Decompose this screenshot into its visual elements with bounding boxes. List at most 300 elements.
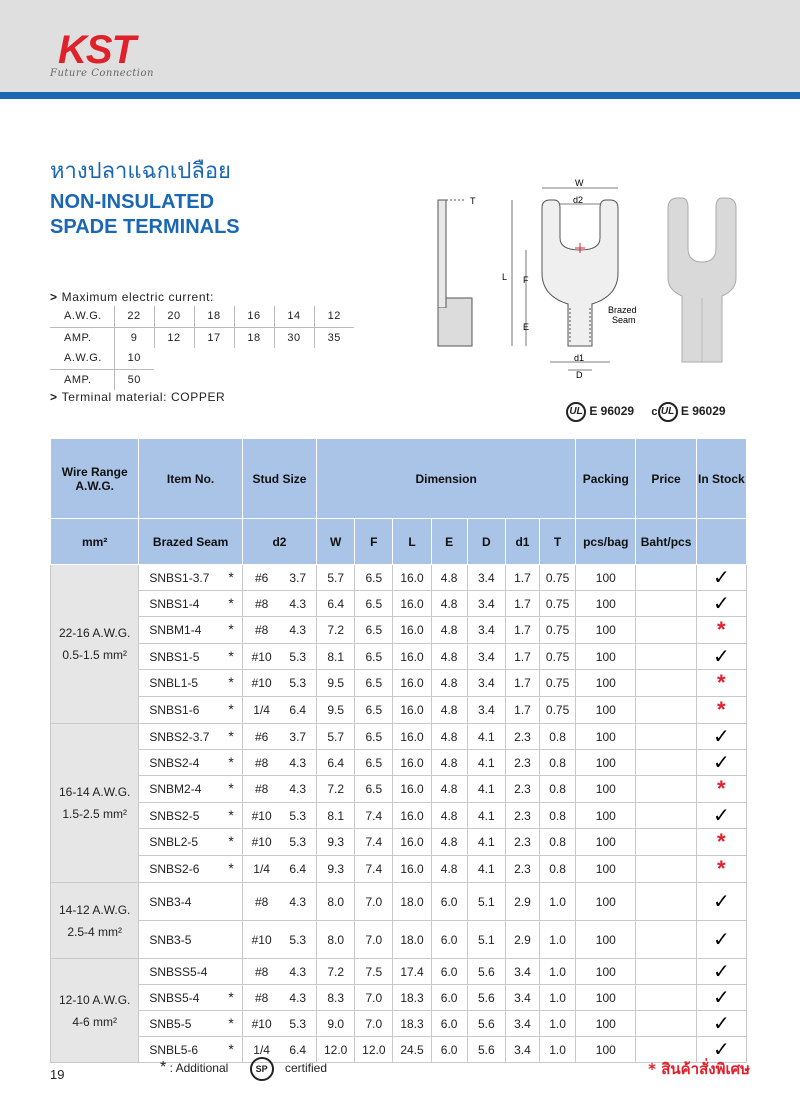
d2-value: 5.3 xyxy=(280,803,316,829)
dim-w: 5.7 xyxy=(317,724,355,750)
label-D: D xyxy=(576,370,583,380)
certified-label: certified xyxy=(284,1061,328,1076)
dim-t: 0.75 xyxy=(540,591,576,617)
d2-value: 4.3 xyxy=(280,750,316,776)
packing-value: 100 xyxy=(576,750,636,776)
item-no-cell xyxy=(139,985,242,1011)
additional-asterisk: * xyxy=(228,780,234,796)
dim-e: 6.0 xyxy=(431,1037,467,1063)
item-no: SNBS5-4 xyxy=(149,990,200,1005)
dim-t: 0.75 xyxy=(540,697,576,724)
stud-size: #8 xyxy=(242,617,280,644)
dim-d1: 3.4 xyxy=(505,985,539,1011)
dim-l: 18.0 xyxy=(393,883,431,921)
item-no-cell xyxy=(139,617,242,644)
dim-d: 3.4 xyxy=(467,670,505,697)
dim-w: 6.4 xyxy=(317,591,355,617)
amp-value: 35 xyxy=(314,327,354,348)
wire-range-cell xyxy=(51,959,139,1063)
dim-w: 9.3 xyxy=(317,856,355,883)
dim-d: 5.6 xyxy=(467,1011,505,1037)
item-no: SNBSS5-4 xyxy=(149,964,208,979)
special-order-star-icon: * xyxy=(717,776,726,801)
price-value xyxy=(636,776,696,803)
dim-e: 6.0 xyxy=(431,959,467,985)
dim-l: 16.0 xyxy=(393,697,431,724)
d2-value: 4.3 xyxy=(280,591,316,617)
dim-l: 16.0 xyxy=(393,803,431,829)
dim-f: 7.4 xyxy=(355,856,393,883)
page-number: 19 xyxy=(50,1067,65,1082)
wire-range-mm2: 2.5-4 mm² xyxy=(67,924,123,939)
price-value xyxy=(636,565,696,591)
item-no: SNBL1-5 xyxy=(149,676,199,690)
table-row xyxy=(51,803,747,829)
asterisk-glyph: * xyxy=(160,1059,167,1077)
dim-f: 7.4 xyxy=(355,829,393,856)
ul-listed-icon: UL xyxy=(566,402,586,422)
front-view xyxy=(542,200,618,346)
dim-w: 8.0 xyxy=(317,883,355,921)
dim-d1: 1.7 xyxy=(505,565,539,591)
stock-cell xyxy=(696,724,746,750)
table-row xyxy=(51,697,747,724)
dim-d1: 1.7 xyxy=(505,591,539,617)
stock-cell xyxy=(696,750,746,776)
header-stud-size: Stud Size xyxy=(242,439,316,519)
packing-value: 100 xyxy=(576,883,636,921)
stock-cell xyxy=(696,776,746,803)
wire-range-mm2: 1.5-2.5 mm² xyxy=(62,807,128,821)
additional-asterisk: * xyxy=(228,728,234,744)
price-value xyxy=(636,591,696,617)
dim-f: 7.0 xyxy=(355,1011,393,1037)
dim-e: 4.8 xyxy=(431,644,467,670)
item-no-cell xyxy=(139,697,242,724)
label-brazed: Brazed xyxy=(608,305,637,315)
table-row xyxy=(51,565,747,591)
item-no: SNB5-5 xyxy=(149,1016,192,1031)
additional-asterisk: * xyxy=(228,833,234,849)
wire-range-mm2: 0.5-1.5 mm² xyxy=(62,648,128,662)
dim-d: 4.1 xyxy=(467,829,505,856)
page-header xyxy=(0,0,800,92)
label-d2: d2 xyxy=(573,195,584,205)
additional-asterisk: * xyxy=(228,595,234,611)
wire-range-awg: 14-12 A.W.G. xyxy=(59,902,131,917)
c-prefix: c xyxy=(651,406,658,419)
stud-size: #8 xyxy=(242,591,280,617)
price-value xyxy=(636,921,696,959)
table-row xyxy=(51,670,747,697)
dim-f: 6.5 xyxy=(355,750,393,776)
awg-value: 16 xyxy=(234,306,274,327)
dim-w: 8.0 xyxy=(317,921,355,959)
d2-value: 5.3 xyxy=(280,829,316,856)
dim-t: 0.75 xyxy=(540,565,576,591)
wire-range-cell xyxy=(51,883,139,959)
dim-f: 6.5 xyxy=(355,565,393,591)
dim-d1: 2.3 xyxy=(505,829,539,856)
current-table-2 xyxy=(50,348,154,390)
table-row xyxy=(51,724,747,750)
dim-d1: 2.3 xyxy=(505,803,539,829)
stud-size: #6 xyxy=(242,565,280,591)
stock-cell xyxy=(696,856,746,883)
dim-f: 6.5 xyxy=(355,776,393,803)
packing-value: 100 xyxy=(576,985,636,1011)
subheader-F: F xyxy=(355,519,393,565)
item-no: SNBS1-6 xyxy=(149,703,200,717)
dim-l: 16.0 xyxy=(393,724,431,750)
stud-size: #8 xyxy=(242,883,280,921)
item-no-cell xyxy=(139,750,242,776)
price-value xyxy=(636,617,696,644)
dim-e: 4.8 xyxy=(431,724,467,750)
dim-e: 4.8 xyxy=(431,803,467,829)
additional-asterisk: * xyxy=(228,860,234,876)
label-E: E xyxy=(523,322,530,332)
stud-size: #8 xyxy=(242,750,280,776)
additional-asterisk: * xyxy=(228,754,234,770)
dim-w: 9.3 xyxy=(317,829,355,856)
dim-d1: 2.3 xyxy=(505,724,539,750)
price-value xyxy=(636,803,696,829)
packing-value: 100 xyxy=(576,1037,636,1063)
price-value xyxy=(636,856,696,883)
dim-f: 6.5 xyxy=(355,644,393,670)
dim-t: 0.8 xyxy=(540,803,576,829)
product-title xyxy=(50,190,240,240)
stock-cell xyxy=(696,985,746,1011)
item-no: SNBL5-6 xyxy=(149,1042,199,1057)
dim-l: 17.4 xyxy=(393,959,431,985)
dim-d: 5.6 xyxy=(467,985,505,1011)
item-no: SNBM1-4 xyxy=(149,623,202,637)
stock-cell xyxy=(696,921,746,959)
csa-certified-icon: SP xyxy=(250,1057,274,1081)
dim-e: 6.0 xyxy=(431,1011,467,1037)
stud-size: 1/4 xyxy=(242,697,280,724)
stud-size: #10 xyxy=(242,1011,280,1037)
dim-f: 12.0 xyxy=(355,1037,393,1063)
dim-d: 5.1 xyxy=(467,921,505,959)
thai-title: หางปลาแฉกเปลือย xyxy=(50,159,231,184)
dim-l: 16.0 xyxy=(393,750,431,776)
item-no: SNBS1-4 xyxy=(149,596,200,611)
header-item-no: Item No. xyxy=(139,439,242,519)
dim-e: 4.8 xyxy=(431,565,467,591)
subheader-empty xyxy=(696,519,746,565)
subheader-d1: d1 xyxy=(505,519,539,565)
table-row xyxy=(51,985,747,1011)
stud-size: #8 xyxy=(242,776,280,803)
in-stock-check-icon: ✓ xyxy=(712,567,730,589)
d2-value: 3.7 xyxy=(280,565,316,591)
dim-t: 1.0 xyxy=(540,1037,576,1063)
terminal-drawing xyxy=(430,178,750,388)
subheader-W: W xyxy=(317,519,355,565)
dim-t: 0.8 xyxy=(540,750,576,776)
dim-l: 18.3 xyxy=(393,1011,431,1037)
d2-value: 5.3 xyxy=(280,670,316,697)
dim-w: 9.5 xyxy=(317,670,355,697)
product-title-line1: NON-INSULATED xyxy=(50,191,215,213)
special-order-star-icon: * xyxy=(717,856,726,881)
packing-value: 100 xyxy=(576,803,636,829)
item-no-cell xyxy=(139,670,242,697)
dim-w: 5.7 xyxy=(317,565,355,591)
wire-range-cell xyxy=(51,724,139,883)
dim-l: 16.0 xyxy=(393,565,431,591)
label-L: L xyxy=(502,272,508,282)
price-value xyxy=(636,959,696,985)
awg-label: A.W.G. xyxy=(50,306,114,327)
stock-cell xyxy=(696,829,746,856)
dim-d1: 3.4 xyxy=(505,1011,539,1037)
d2-value: 3.7 xyxy=(280,724,316,750)
in-stock-check-icon: ✓ xyxy=(712,726,730,748)
amp-value: 30 xyxy=(274,327,314,348)
dim-e: 4.8 xyxy=(431,856,467,883)
dim-w: 8.1 xyxy=(317,644,355,670)
wire-range-awg: 16-14 A.W.G. xyxy=(59,785,131,799)
dim-f: 7.5 xyxy=(355,959,393,985)
dim-l: 16.0 xyxy=(393,776,431,803)
max-current-label: > Maximum electric current: xyxy=(50,290,214,304)
dim-d: 3.4 xyxy=(467,591,505,617)
header-price: Price xyxy=(636,439,696,519)
dim-l: 18.3 xyxy=(393,985,431,1011)
stock-cell xyxy=(696,617,746,644)
d2-value: 4.3 xyxy=(280,776,316,803)
dim-d1: 3.4 xyxy=(505,1037,539,1063)
dim-f: 7.0 xyxy=(355,985,393,1011)
stock-cell xyxy=(696,565,746,591)
item-no: SNBS2-5 xyxy=(149,808,200,823)
dim-w: 7.2 xyxy=(317,776,355,803)
special-order-star-icon: * xyxy=(717,697,726,722)
header-accent-bar xyxy=(0,92,800,99)
wire-range-awg: 22-16 A.W.G. xyxy=(59,626,131,640)
d2-value: 4.3 xyxy=(280,617,316,644)
in-stock-check-icon: ✓ xyxy=(712,593,730,615)
dim-e: 4.8 xyxy=(431,750,467,776)
dim-d1: 1.7 xyxy=(505,670,539,697)
subheader-baht-pcs: Baht/pcs xyxy=(636,519,696,565)
dim-d: 4.1 xyxy=(467,856,505,883)
in-stock-check-icon: ✓ xyxy=(712,646,730,668)
special-order-star-icon: * xyxy=(717,829,726,854)
stud-size: #10 xyxy=(242,644,280,670)
table-row xyxy=(51,776,747,803)
stock-cell xyxy=(696,959,746,985)
in-stock-check-icon: ✓ xyxy=(712,929,730,951)
item-no-cell xyxy=(139,776,242,803)
price-value xyxy=(636,1011,696,1037)
price-value xyxy=(636,697,696,724)
dim-l: 24.5 xyxy=(393,1037,431,1063)
dim-t: 0.75 xyxy=(540,644,576,670)
amp-value: 50 xyxy=(114,369,154,390)
label-T: T xyxy=(470,196,476,206)
awg-value: 22 xyxy=(114,306,154,327)
stud-size: #10 xyxy=(242,803,280,829)
stud-size: #6 xyxy=(242,724,280,750)
dim-d: 3.4 xyxy=(467,644,505,670)
item-no: SNBS1-3.7 xyxy=(149,570,210,585)
amp-value: 9 xyxy=(114,327,154,348)
d2-value: 4.3 xyxy=(280,883,316,921)
dim-f: 7.4 xyxy=(355,803,393,829)
d2-value: 4.3 xyxy=(280,959,316,985)
additional-asterisk: * xyxy=(228,1041,234,1057)
table-row xyxy=(51,644,747,670)
additional-asterisk: * xyxy=(228,648,234,664)
in-stock-check-icon: ✓ xyxy=(712,752,730,774)
d2-value: 5.3 xyxy=(280,921,316,959)
table-row xyxy=(51,921,747,959)
dim-d: 5.1 xyxy=(467,883,505,921)
dim-w: 7.2 xyxy=(317,617,355,644)
stock-cell xyxy=(696,883,746,921)
dim-d: 3.4 xyxy=(467,617,505,644)
d2-value: 6.4 xyxy=(280,697,316,724)
dim-t: 1.0 xyxy=(540,1011,576,1037)
additional-asterisk: * xyxy=(228,807,234,823)
d2-value: 5.3 xyxy=(280,644,316,670)
stud-size: #10 xyxy=(242,829,280,856)
dim-d: 4.1 xyxy=(467,724,505,750)
item-no: SNB3-5 xyxy=(149,932,192,947)
packing-value: 100 xyxy=(576,776,636,803)
packing-value: 100 xyxy=(576,591,636,617)
price-value xyxy=(636,883,696,921)
material-label: > Terminal material: COPPER xyxy=(50,390,226,404)
in-stock-check-icon: ✓ xyxy=(712,1039,730,1061)
additional-asterisk: * xyxy=(228,569,234,585)
header-in-stock: In Stock xyxy=(696,439,746,519)
dim-d1: 2.9 xyxy=(505,883,539,921)
dim-d1: 2.9 xyxy=(505,921,539,959)
subheader-d2: d2 xyxy=(242,519,316,565)
table-row xyxy=(51,883,747,921)
label-d1: d1 xyxy=(574,353,585,363)
subheader-T: T xyxy=(540,519,576,565)
dim-d1: 2.3 xyxy=(505,776,539,803)
dim-e: 4.8 xyxy=(431,670,467,697)
dim-t: 0.75 xyxy=(540,670,576,697)
dim-w: 9.5 xyxy=(317,697,355,724)
packing-value: 100 xyxy=(576,644,636,670)
packing-value: 100 xyxy=(576,1011,636,1037)
dim-d1: 1.7 xyxy=(505,644,539,670)
dim-d1: 1.7 xyxy=(505,697,539,724)
stud-size: #10 xyxy=(242,921,280,959)
item-no: SNBS2-6 xyxy=(149,862,200,876)
item-no: SNB3-4 xyxy=(149,894,192,909)
d2-value: 4.3 xyxy=(280,985,316,1011)
dim-l: 16.0 xyxy=(393,856,431,883)
subheader-D: D xyxy=(467,519,505,565)
subheader-mm2: mm² xyxy=(51,519,139,565)
item-no-cell xyxy=(139,921,242,959)
dim-t: 1.0 xyxy=(540,985,576,1011)
packing-value: 100 xyxy=(576,921,636,959)
packing-value: 100 xyxy=(576,829,636,856)
price-value xyxy=(636,724,696,750)
in-stock-check-icon: ✓ xyxy=(712,1013,730,1035)
stud-size: 1/4 xyxy=(242,856,280,883)
stud-size: #8 xyxy=(242,959,280,985)
subheader-brazed-seam: Brazed Seam xyxy=(139,519,242,565)
dim-e: 4.8 xyxy=(431,776,467,803)
dim-w: 6.4 xyxy=(317,750,355,776)
stock-cell xyxy=(696,697,746,724)
header-packing: Packing xyxy=(576,439,636,519)
dim-e: 4.8 xyxy=(431,829,467,856)
item-no-cell xyxy=(139,724,242,750)
stock-cell xyxy=(696,670,746,697)
dim-t: 1.0 xyxy=(540,921,576,959)
subheader-E: E xyxy=(431,519,467,565)
amp-value: 17 xyxy=(194,327,234,348)
label-seam: Seam xyxy=(612,315,636,325)
in-stock-check-icon: ✓ xyxy=(712,961,730,983)
in-stock-check-icon: ✓ xyxy=(712,891,730,913)
spade-terminals-table xyxy=(50,438,747,1063)
awg-label-2: A.W.G. xyxy=(50,348,114,369)
dim-t: 0.75 xyxy=(540,617,576,644)
awg-value: 10 xyxy=(114,348,154,369)
dim-l: 16.0 xyxy=(393,670,431,697)
dim-d1: 1.7 xyxy=(505,617,539,644)
dim-e: 6.0 xyxy=(431,921,467,959)
dim-l: 16.0 xyxy=(393,591,431,617)
price-value xyxy=(636,985,696,1011)
price-value xyxy=(636,829,696,856)
stud-size: #10 xyxy=(242,670,280,697)
packing-value: 100 xyxy=(576,670,636,697)
item-no-cell xyxy=(139,959,242,985)
subheader-pcs-bag: pcs/bag xyxy=(576,519,636,565)
dim-w: 8.1 xyxy=(317,803,355,829)
packing-value: 100 xyxy=(576,724,636,750)
dim-l: 18.0 xyxy=(393,921,431,959)
ul-code-1: E 96029 xyxy=(589,404,635,419)
price-value xyxy=(636,644,696,670)
dim-f: 7.0 xyxy=(355,921,393,959)
awg-value: 18 xyxy=(194,306,234,327)
item-no-cell xyxy=(139,591,242,617)
amp-value: 18 xyxy=(234,327,274,348)
item-no: SNBL2-5 xyxy=(149,835,199,849)
dim-f: 6.5 xyxy=(355,670,393,697)
dim-e: 4.8 xyxy=(431,591,467,617)
dim-d: 5.6 xyxy=(467,959,505,985)
dim-e: 4.8 xyxy=(431,617,467,644)
dim-d: 4.1 xyxy=(467,803,505,829)
additional-asterisk: * xyxy=(228,621,234,637)
dim-d1: 2.3 xyxy=(505,856,539,883)
terminal-photo xyxy=(668,198,736,362)
dim-d: 5.6 xyxy=(467,1037,505,1063)
dim-e: 6.0 xyxy=(431,985,467,1011)
logo-tagline: Future Connection xyxy=(50,68,154,79)
stud-size: #8 xyxy=(242,985,280,1011)
cul-listed-icon: UL xyxy=(658,402,678,422)
item-no: SNBS2-4 xyxy=(149,755,200,770)
